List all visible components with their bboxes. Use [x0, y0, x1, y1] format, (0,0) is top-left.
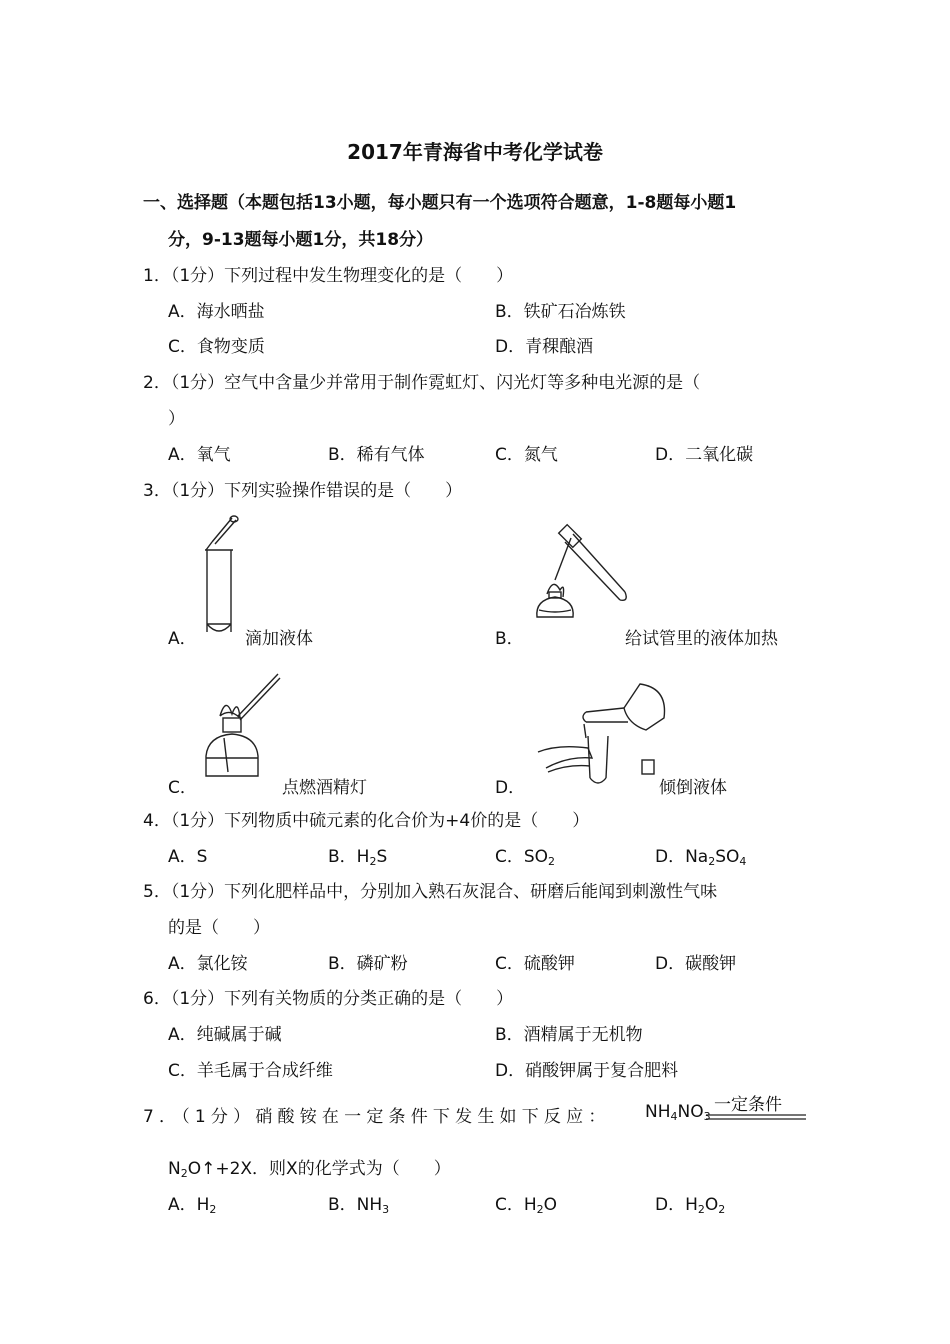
q3-option-c-letter[interactable]: C． — [168, 778, 197, 798]
alcohol-lamp-icon — [198, 668, 288, 788]
q3-option-a-letter[interactable]: A． — [168, 629, 197, 649]
q6-option-d[interactable]: D．硝酸钾属于复合肥料 — [495, 1061, 679, 1081]
question-7-stem: 7．（1分）硝酸铵在一定条件下发生如下反应： — [143, 1107, 611, 1127]
q2-option-a[interactable]: A．氧气 — [168, 445, 231, 465]
q4-option-a[interactable]: A．S — [168, 847, 208, 867]
q6-option-c[interactable]: C．羊毛属于合成纤维 — [168, 1061, 333, 1081]
q7-option-d[interactable]: D．$H_2O_2$ — [655, 1195, 726, 1216]
question-3-stem: 3．（1分）下列实验操作错误的是（ ） — [143, 481, 463, 501]
question-7-stem-cont: $N_2O↑+2X$．则X的化学式为（ ） — [168, 1159, 451, 1180]
q3-option-a-text: 滴加液体 — [245, 629, 313, 649]
q3-option-d-letter[interactable]: D． — [495, 778, 526, 798]
q5-option-c[interactable]: C．硫酸钾 — [495, 954, 575, 974]
question-1-stem: 1．（1分）下列过程中发生物理变化的是（ ） — [143, 266, 514, 286]
q4-option-d[interactable]: D．$Na_2SO_4$ — [655, 847, 747, 868]
q7-reactant-formula: $NH_4NO_3$ — [645, 1102, 711, 1123]
q4-option-c[interactable]: C．$SO_2$ — [495, 847, 556, 868]
reaction-equals-sign-icon — [706, 1114, 808, 1122]
q2-option-c[interactable]: C．氮气 — [495, 445, 558, 465]
q1-option-c[interactable]: C．食物变质 — [168, 337, 265, 357]
q5-option-a[interactable]: A．氯化铵 — [168, 954, 248, 974]
q5-option-b[interactable]: B．磷矿粉 — [328, 954, 408, 974]
page-title: 2017年青海省中考化学试卷 — [347, 140, 603, 164]
q6-option-a[interactable]: A．纯碱属于碱 — [168, 1025, 282, 1045]
q3-option-b-letter[interactable]: B． — [495, 629, 524, 649]
question-5-stem: 5．（1分）下列化肥样品中，分别加入熟石灰混合、研磨后能闻到刺激性气味 — [143, 882, 718, 902]
q4-option-b[interactable]: B．$H_2S$ — [328, 847, 388, 868]
q3-option-d-text: 倾倒液体 — [659, 778, 727, 798]
q2-option-d[interactable]: D．二氧化碳 — [655, 445, 754, 465]
q7-reaction-condition: 一定条件 — [714, 1095, 782, 1115]
q1-option-d[interactable]: D．青稞酿酒 — [495, 337, 594, 357]
q5-option-d[interactable]: D．碳酸钾 — [655, 954, 737, 974]
q7-option-b[interactable]: B．$NH_3$ — [328, 1195, 390, 1216]
section-header-line1: 一、选择题（本题包括13小题，每小题只有一个选项符合题意，1-8题每小题1 — [143, 193, 737, 213]
q7-option-a[interactable]: A．$H_2$ — [168, 1195, 217, 1216]
question-2-stem: 2．（1分）空气中含量少并常用于制作霓虹灯、闪光灯等多种电光源的是（ — [143, 373, 701, 393]
q3-option-c-text: 点燃酒精灯 — [282, 778, 367, 798]
dropper-test-tube-icon — [198, 512, 248, 642]
pouring-liquid-icon — [528, 678, 678, 788]
heating-test-tube-icon — [525, 522, 625, 642]
question-2-stem-cont: ） — [168, 409, 185, 429]
q1-option-a[interactable]: A．海水晒盐 — [168, 302, 265, 322]
q7-option-c[interactable]: C．$H_2O$ — [495, 1195, 558, 1216]
question-4-stem: 4．（1分）下列物质中硫元素的化合价为+4价的是（ ） — [143, 811, 590, 831]
q6-option-b[interactable]: B．酒精属于无机物 — [495, 1025, 643, 1045]
question-5-stem-cont: 的是（ ） — [168, 918, 270, 938]
section-header-line2: 分，9-13题每小题1分，共18分） — [168, 230, 434, 250]
q1-option-b[interactable]: B．铁矿石冶炼铁 — [495, 302, 626, 322]
question-6-stem: 6．（1分）下列有关物质的分类正确的是（ ） — [143, 989, 514, 1009]
q2-option-b[interactable]: B．稀有气体 — [328, 445, 425, 465]
q3-option-b-text: 给试管里的液体加热 — [625, 629, 778, 649]
